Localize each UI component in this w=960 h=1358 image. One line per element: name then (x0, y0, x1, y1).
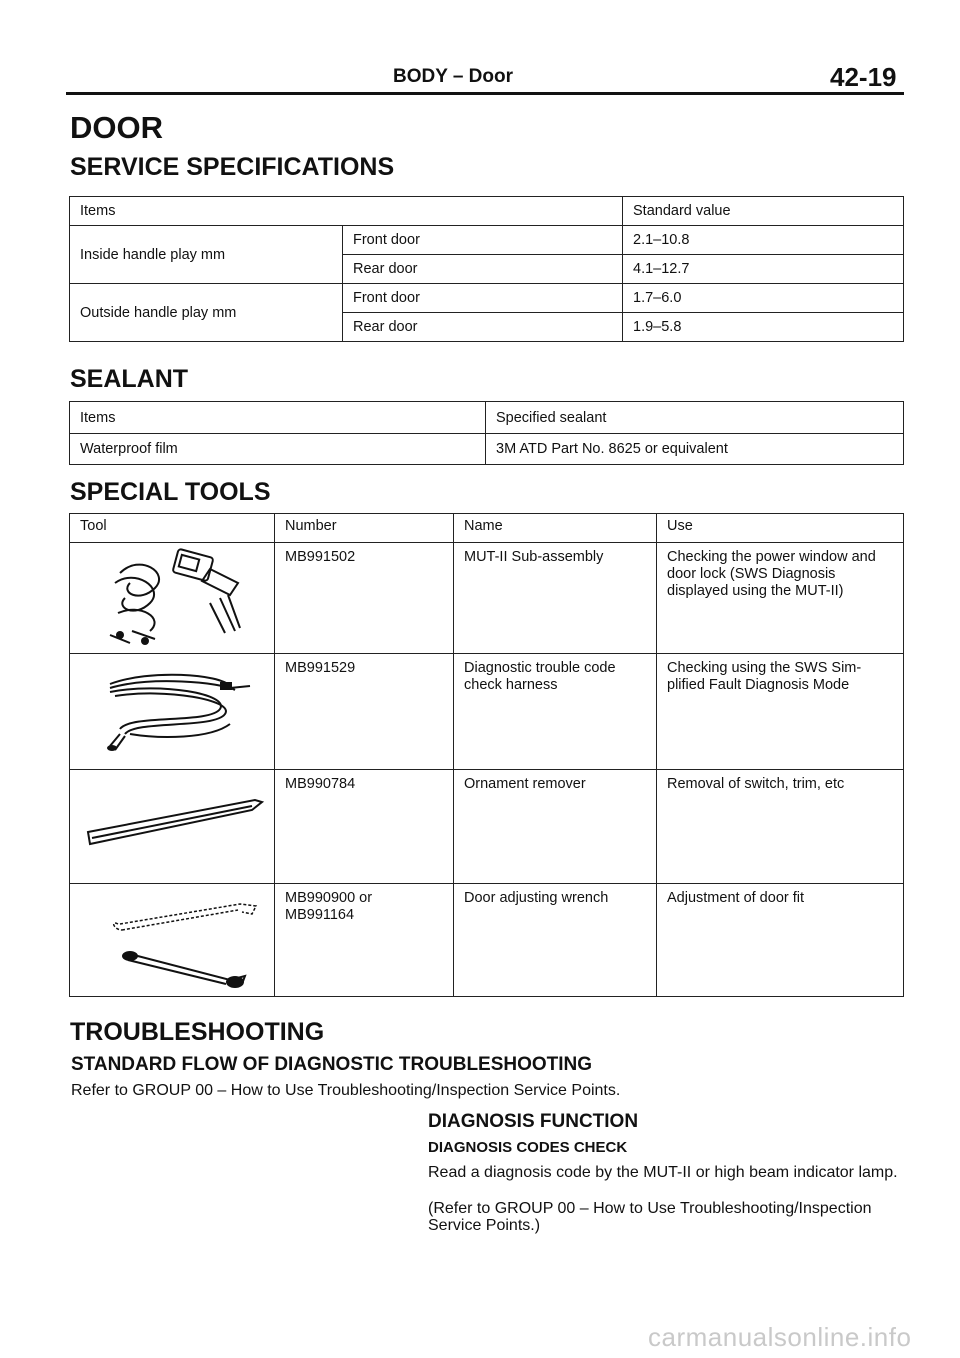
troubleshooting-reference: Refer to GROUP 00 – How to Use Troubleshooting/Inspection Service Points. (71, 1082, 621, 1099)
header-rule (66, 92, 904, 95)
doc-title: DOOR (70, 110, 163, 145)
col-name: Name (454, 514, 657, 543)
table-row (70, 770, 904, 884)
spec-value: 2.1–10.8 (623, 226, 904, 255)
tool-image-cell (70, 543, 275, 654)
sealant-value: 3M ATD Part No. 8625 or equivalent (486, 434, 904, 465)
watermark: carmanualsonline.info (648, 1322, 912, 1352)
col-number: Number (275, 514, 454, 543)
spec-value: 1.7–6.0 (623, 284, 904, 313)
sealant-table (69, 401, 904, 465)
spec-door: Front door (343, 284, 623, 313)
col-specified-sealant: Specified sealant (486, 402, 904, 434)
tool-number: MB991502 (275, 543, 454, 654)
spec-value: 4.1–12.7 (623, 255, 904, 284)
service-specifications-heading: SERVICE SPECIFICATIONS (70, 153, 395, 181)
troubleshooting-heading: TROUBLESHOOTING (70, 1018, 325, 1046)
tool-number: MB991529 (275, 654, 454, 770)
col-items: Items (70, 402, 486, 434)
spec-door: Front door (343, 226, 623, 255)
tool-name: MUT-II Sub-assembly (454, 543, 657, 654)
table-row (70, 434, 904, 465)
diagnosis-codes-reference: (Refer to GROUP 00 – How to Use Troubleshooting/Inspection Service Points.) (428, 1200, 872, 1234)
table-header-row (70, 514, 904, 543)
ornament-remover-icon (70, 770, 274, 880)
spec-door: Rear door (343, 313, 623, 342)
tool-image-cell (70, 770, 275, 884)
table-row (70, 543, 904, 654)
tool-number: MB990784 (275, 770, 454, 884)
tool-image-cell (70, 884, 275, 997)
diagnosis-function-heading: DIAGNOSIS FUNCTION (428, 1111, 639, 1132)
service-specifications-table (69, 196, 904, 342)
tool-image-cell (70, 654, 275, 770)
tool-number: MB990900 or MB991164 (275, 884, 454, 997)
col-items: Items (70, 197, 623, 226)
tool-use: Checking the power window and door lock (SWS Diagnosis displayed using the MUT-II) (657, 543, 904, 654)
table-row (70, 226, 904, 255)
spec-value: 1.9–5.8 (623, 313, 904, 342)
tool-use: Checking using the SWS Sim-plified Fault Diagnosis Mode (657, 654, 904, 770)
diagnosis-codes-text: Read a diagnosis code by the MUT-II or high beam indicator lamp. (428, 1164, 898, 1181)
wrench-icon (70, 884, 274, 994)
tool-name: Door adjusting wrench (454, 884, 657, 997)
running-header-title: BODY – Door (393, 66, 514, 87)
tool-name: Ornament remover (454, 770, 657, 884)
mut-ii-tester-icon (70, 543, 274, 651)
special-tools-heading: SPECIAL TOOLS (70, 478, 271, 506)
sealant-heading: SEALANT (70, 365, 189, 393)
table-row (70, 284, 904, 313)
spec-item: Inside handle play mm (70, 226, 343, 284)
spec-item: Outside handle play mm (70, 284, 343, 342)
col-standard-value: Standard value (623, 197, 904, 226)
page-number: 42-19 (830, 62, 897, 92)
harness-icon (70, 654, 274, 766)
table-header-row (70, 197, 904, 226)
table-row (70, 654, 904, 770)
col-use: Use (657, 514, 904, 543)
col-tool: Tool (70, 514, 275, 543)
diagnosis-codes-check-heading: DIAGNOSIS CODES CHECK (428, 1139, 628, 1156)
tool-name: Diagnostic trouble code check harness (454, 654, 657, 770)
table-row (70, 884, 904, 997)
sealant-item: Waterproof film (70, 434, 486, 465)
standard-flow-heading: STANDARD FLOW OF DIAGNOSTIC TROUBLESHOOTING (71, 1054, 593, 1075)
special-tools-table (69, 513, 904, 997)
table-header-row (70, 402, 904, 434)
tool-use: Adjustment of door fit (657, 884, 904, 997)
spec-door: Rear door (343, 255, 623, 284)
tool-use: Removal of switch, trim, etc (657, 770, 904, 884)
